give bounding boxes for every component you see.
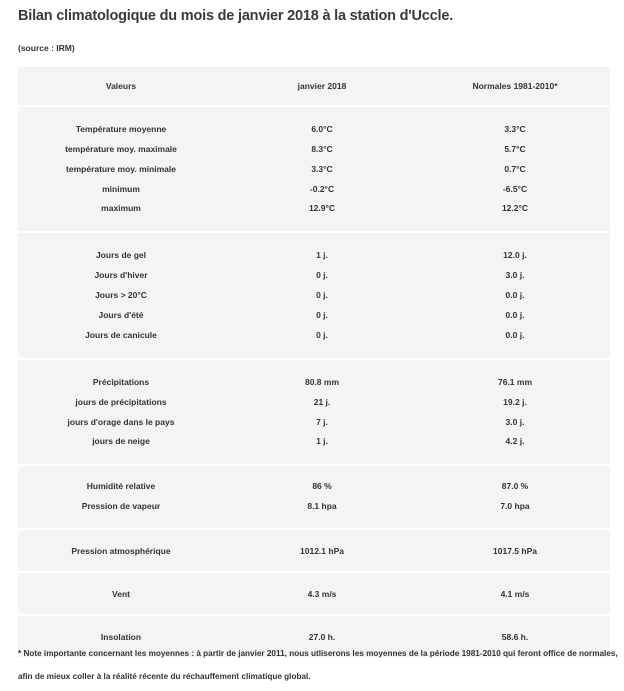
header-normals: Normales 1981-2010* <box>472 80 558 91</box>
group-precipitation <box>18 358 610 465</box>
table-row <box>18 159 610 179</box>
table-row <box>18 325 610 345</box>
row-value-2018: 8.3°C <box>311 143 333 154</box>
header-january-2018: janvier 2018 <box>297 80 347 91</box>
row-label: Vent <box>112 588 130 599</box>
row-value-normal: 0.0 j. <box>505 290 525 301</box>
row-label: jours d'orage dans le pays <box>67 416 175 427</box>
row-value-2018: 0 j. <box>316 290 328 301</box>
row-value-2018: 1 j. <box>316 436 328 447</box>
table-row <box>18 412 610 432</box>
table-row <box>18 476 610 496</box>
row-value-normal: 12.0 j. <box>503 250 527 261</box>
header-values: Valeurs <box>105 80 137 91</box>
row-value-2018: 80.8 mm <box>304 376 340 387</box>
row-value-2018: 0 j. <box>316 329 328 340</box>
row-label: Jours de canicule <box>85 329 157 340</box>
climate-table <box>18 66 610 657</box>
group-days <box>18 231 610 357</box>
row-label: jours de précipitations <box>75 396 167 407</box>
table-header-group <box>18 66 610 105</box>
table-row <box>18 431 610 451</box>
row-value-normal: 1017.5 hPa <box>493 546 537 557</box>
row-value-normal: 87.0 % <box>501 481 529 492</box>
table-row <box>18 245 610 265</box>
row-value-2018: 12.9°C <box>308 203 336 214</box>
table-row <box>18 392 610 412</box>
row-label: Jours > 20°C <box>95 290 147 301</box>
row-value-normal: 3.0 j. <box>505 270 525 281</box>
row-label: Insolation <box>100 631 142 642</box>
row-value-2018: 1 j. <box>316 250 328 261</box>
row-value-normal: 58.6 h. <box>501 631 529 642</box>
source-note: (source : IRM) <box>18 43 75 53</box>
table-row <box>18 584 610 604</box>
row-value-normal: 19.2 j. <box>503 396 527 407</box>
row-value-normal: 3.3°C <box>504 123 526 134</box>
row-value-normal: 4.2 j. <box>505 436 525 447</box>
row-value-2018: 0 j. <box>316 309 328 320</box>
row-label: Jours d'été <box>98 309 144 320</box>
table-row <box>18 305 610 325</box>
row-value-2018: -0.2°C <box>309 183 335 194</box>
row-value-normal: 0.0 j. <box>505 329 525 340</box>
group-pressure <box>18 528 610 571</box>
row-value-normal: 4.1 m/s <box>500 588 530 599</box>
group-wind <box>18 571 610 614</box>
row-label: maximum <box>101 203 141 214</box>
row-value-normal: 12.2°C <box>501 203 529 214</box>
row-label: Température moyenne <box>75 123 167 134</box>
table-row <box>18 541 610 561</box>
table-row <box>18 179 610 199</box>
row-value-normal: -6.5°C <box>502 183 528 194</box>
row-value-2018: 7 j. <box>316 416 328 427</box>
table-header-row <box>18 76 610 96</box>
row-value-normal: 76.1 mm <box>497 376 533 387</box>
table-row <box>18 198 610 218</box>
row-label: température moy. maximale <box>65 143 177 154</box>
row-value-2018: 27.0 h. <box>308 631 336 642</box>
row-value-2018: 0 j. <box>316 270 328 281</box>
group-temperature <box>18 105 610 231</box>
row-value-normal: 7.0 hpa <box>500 501 530 512</box>
row-value-normal: 5.7°C <box>504 143 526 154</box>
row-label: Précipitations <box>92 376 150 387</box>
row-label: Pression de vapeur <box>81 501 161 512</box>
table-row <box>18 265 610 285</box>
row-value-2018: 4.3 m/s <box>307 588 337 599</box>
row-label: Pression atmosphérique <box>71 546 171 557</box>
row-label: Jours d'hiver <box>94 270 148 281</box>
row-value-normal: 0.0 j. <box>505 309 525 320</box>
row-value-2018: 3.3°C <box>311 163 333 174</box>
row-value-normal: 3.0 j. <box>505 416 525 427</box>
row-value-2018: 21 j. <box>313 396 331 407</box>
table-row <box>18 139 610 159</box>
page-title: Bilan climatologique du mois de janvier 2018 à la station d'Uccle. <box>18 8 454 24</box>
row-value-2018: 86 % <box>312 481 332 492</box>
table-row <box>18 372 610 392</box>
row-label: minimum <box>102 183 140 194</box>
table-row <box>18 496 610 516</box>
table-row <box>18 285 610 305</box>
row-label: température moy. minimale <box>66 163 176 174</box>
row-value-2018: 6.0°C <box>311 123 333 134</box>
row-label: jours de neige <box>92 436 150 447</box>
row-value-2018: 1012.1 hPa <box>300 546 344 557</box>
row-value-2018: 8.1 hpa <box>307 501 337 512</box>
footnote: * Note importante concernant les moyennes : à partir de janvier 2011, nous utliserons les moyennes de la période 1981-2010 qui feront office de normales, afin de mieux coller à la réalité récente du réchauffement climatique global. <box>18 649 618 681</box>
group-humidity <box>18 464 610 528</box>
table-row <box>18 119 610 139</box>
row-label: Humidité relative <box>86 481 156 492</box>
row-value-normal: 0.7°C <box>504 163 526 174</box>
row-label: Jours de gel <box>95 250 147 261</box>
